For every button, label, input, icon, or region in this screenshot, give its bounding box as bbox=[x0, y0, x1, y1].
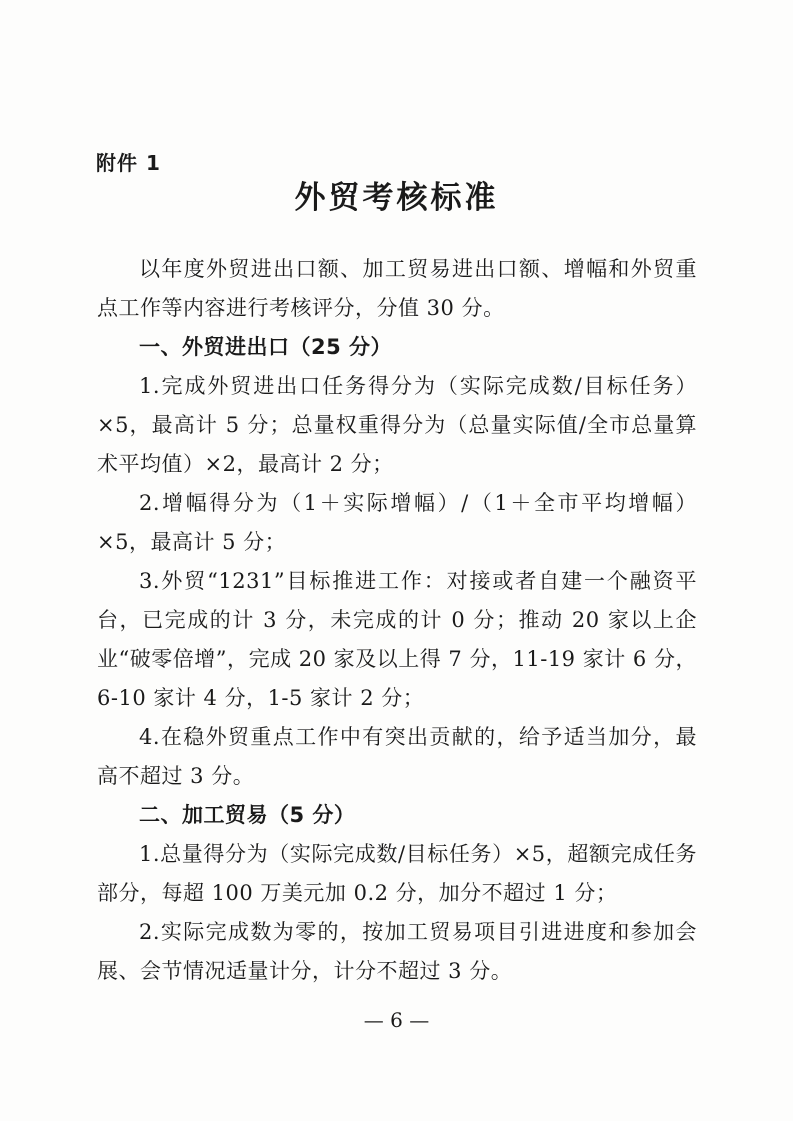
intro-paragraph: 以年度外贸进出口额、加工贸易进出口额、增幅和外贸重点工作等内容进行考核评分，分值 30 分。 bbox=[97, 257, 697, 320]
section-heading-processing-trade: 二、加工贸易（5 分） bbox=[139, 803, 356, 827]
document-title: 外贸考核标准 bbox=[294, 180, 499, 216]
section1-item-4: 4.在稳外贸重点工作中有突出贡献的，给予适当加分，最高不超过 3 分。 bbox=[97, 725, 697, 788]
section2-item-2: 2.实际完成数为零的，按加工贸易项目引进进度和参加会展、会节情况适量计分，计分不超过 3 分。 bbox=[97, 920, 697, 983]
section1-item-2: 2.增幅得分为（1＋实际增幅）/（1＋全市平均增幅）×5，最高计 5 分； bbox=[97, 491, 697, 554]
document-body bbox=[97, 250, 697, 991]
section2-item-1: 1.总量得分为（实际完成数/目标任务）×5，超额完成任务部分，每超 100 万美元加 0.2 分，加分不超过 1 分； bbox=[97, 842, 697, 905]
page-number: — 6 — bbox=[363, 1008, 430, 1032]
section1-item-3: 3.外贸“1231”目标推进工作：对接或者自建一个融资平台，已完成的计 3 分，未完成的计 0 分；推动 20 家以上企业“破零倍增”，完成 20 家及以上得 7 分，11-19 家计 6 分，6-10 家计 4 分，1-5 家计 2 分； bbox=[97, 569, 697, 710]
attachment-label: 附件 1 bbox=[96, 151, 161, 175]
section-heading-foreign-trade: 一、外贸进出口（25 分） bbox=[139, 335, 393, 359]
section1-item-1: 1.完成外贸进出口任务得分为（实际完成数/目标任务）×5，最高计 5 分；总量权重得分为（总量实际值/全市总量算术平均值）×2，最高计 2 分； bbox=[97, 374, 697, 476]
